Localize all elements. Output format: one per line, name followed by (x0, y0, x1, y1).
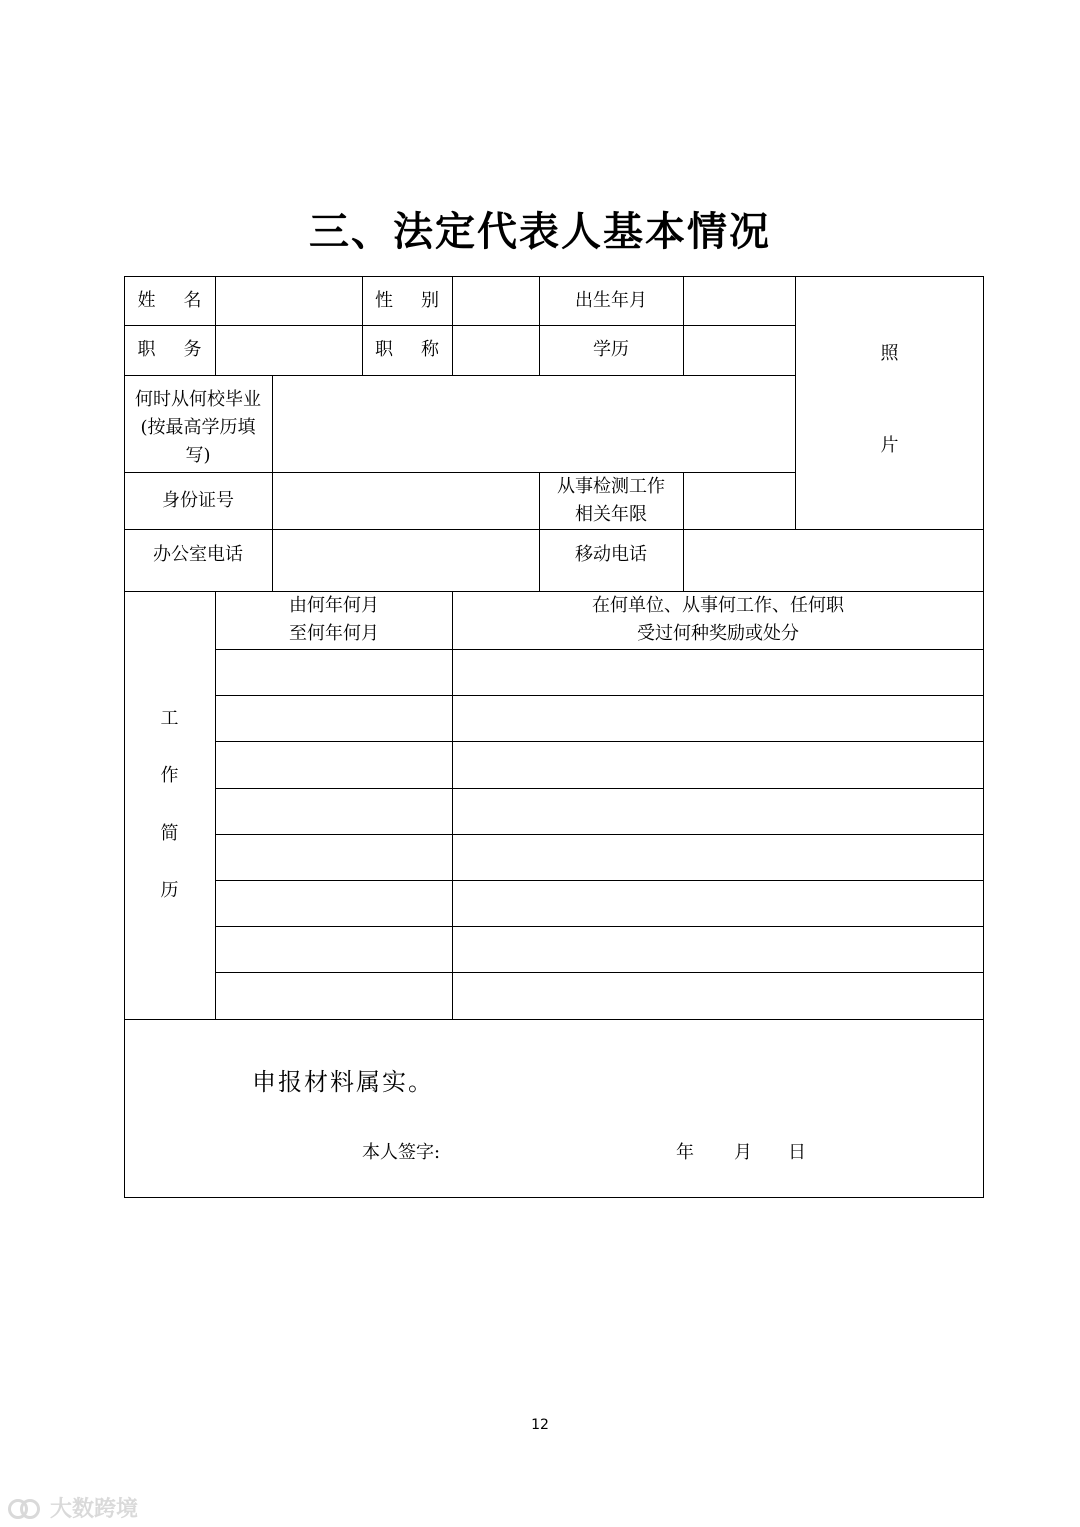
page-number: 12 (531, 1417, 549, 1433)
education-label: 学历 (593, 339, 629, 360)
photo-box[interactable] (796, 340, 983, 460)
photo-label-2: 片 (880, 435, 899, 456)
resume-detail-field[interactable] (453, 927, 983, 972)
resume-period-field[interactable] (216, 973, 452, 1019)
name-field[interactable] (216, 276, 362, 326)
photo-label-1: 照 (880, 343, 899, 364)
resume-label: 工 作 简 历 (160, 708, 179, 901)
resume-period-field[interactable] (216, 789, 452, 834)
date-line: 年 月 日 (676, 1142, 806, 1163)
office-phone-field[interactable] (273, 529, 539, 591)
office-phone-label: 办公室电话 (153, 544, 243, 565)
rank-label: 职 称 (375, 339, 439, 360)
resume-period-field[interactable] (216, 835, 452, 880)
watermark-text: 大数跨境 (50, 1497, 139, 1522)
mobile-phone-field[interactable] (684, 529, 983, 591)
graduation-field[interactable] (273, 375, 795, 472)
resume-detail-field[interactable] (453, 696, 983, 741)
resume-detail-field[interactable] (453, 973, 983, 1019)
declaration-text: 申报材料属实。 (252, 1068, 434, 1096)
resume-detail-field[interactable] (453, 742, 983, 788)
birth-field[interactable] (684, 276, 795, 326)
gender-label: 性 别 (375, 290, 439, 311)
resume-period-field[interactable] (216, 881, 452, 926)
birth-label: 出生年月 (575, 290, 647, 311)
position-label: 职 务 (137, 339, 202, 360)
signature-label: 本人签字: (362, 1142, 441, 1163)
watermark (8, 1492, 138, 1523)
resume-detail-field[interactable] (453, 835, 983, 880)
mobile-phone-label: 移动电话 (575, 544, 647, 565)
resume-period-field[interactable] (216, 927, 452, 972)
rank-field[interactable] (453, 325, 539, 375)
period-header: 由何年何月 至何年何月 (289, 595, 379, 644)
resume-detail-field[interactable] (453, 789, 983, 834)
watermark-logo-icon (8, 1495, 46, 1521)
graduation-label: 何时从何校毕业 (按最高学历填 写) (135, 389, 261, 466)
resume-period-field[interactable] (216, 696, 452, 741)
name-label: 姓 名 (137, 290, 202, 311)
years-in-testing-label: 从事检测工作 相关年限 (557, 475, 665, 525)
resume-period-field[interactable] (216, 650, 452, 695)
position-field[interactable] (216, 325, 362, 375)
page-title: 三、法定代表人基本情况 (309, 208, 771, 255)
gender-field[interactable] (453, 276, 539, 326)
id-number-field[interactable] (273, 472, 539, 529)
education-field[interactable] (684, 325, 795, 375)
resume-detail-field[interactable] (453, 650, 983, 695)
resume-period-field[interactable] (216, 742, 452, 788)
id-number-label: 身份证号 (162, 489, 234, 511)
unit-duty-header: 在何单位、从事何工作、任何职 受过何种奖励或处分 (592, 595, 844, 644)
resume-detail-field[interactable] (453, 881, 983, 926)
years-in-testing-field[interactable] (684, 472, 795, 529)
